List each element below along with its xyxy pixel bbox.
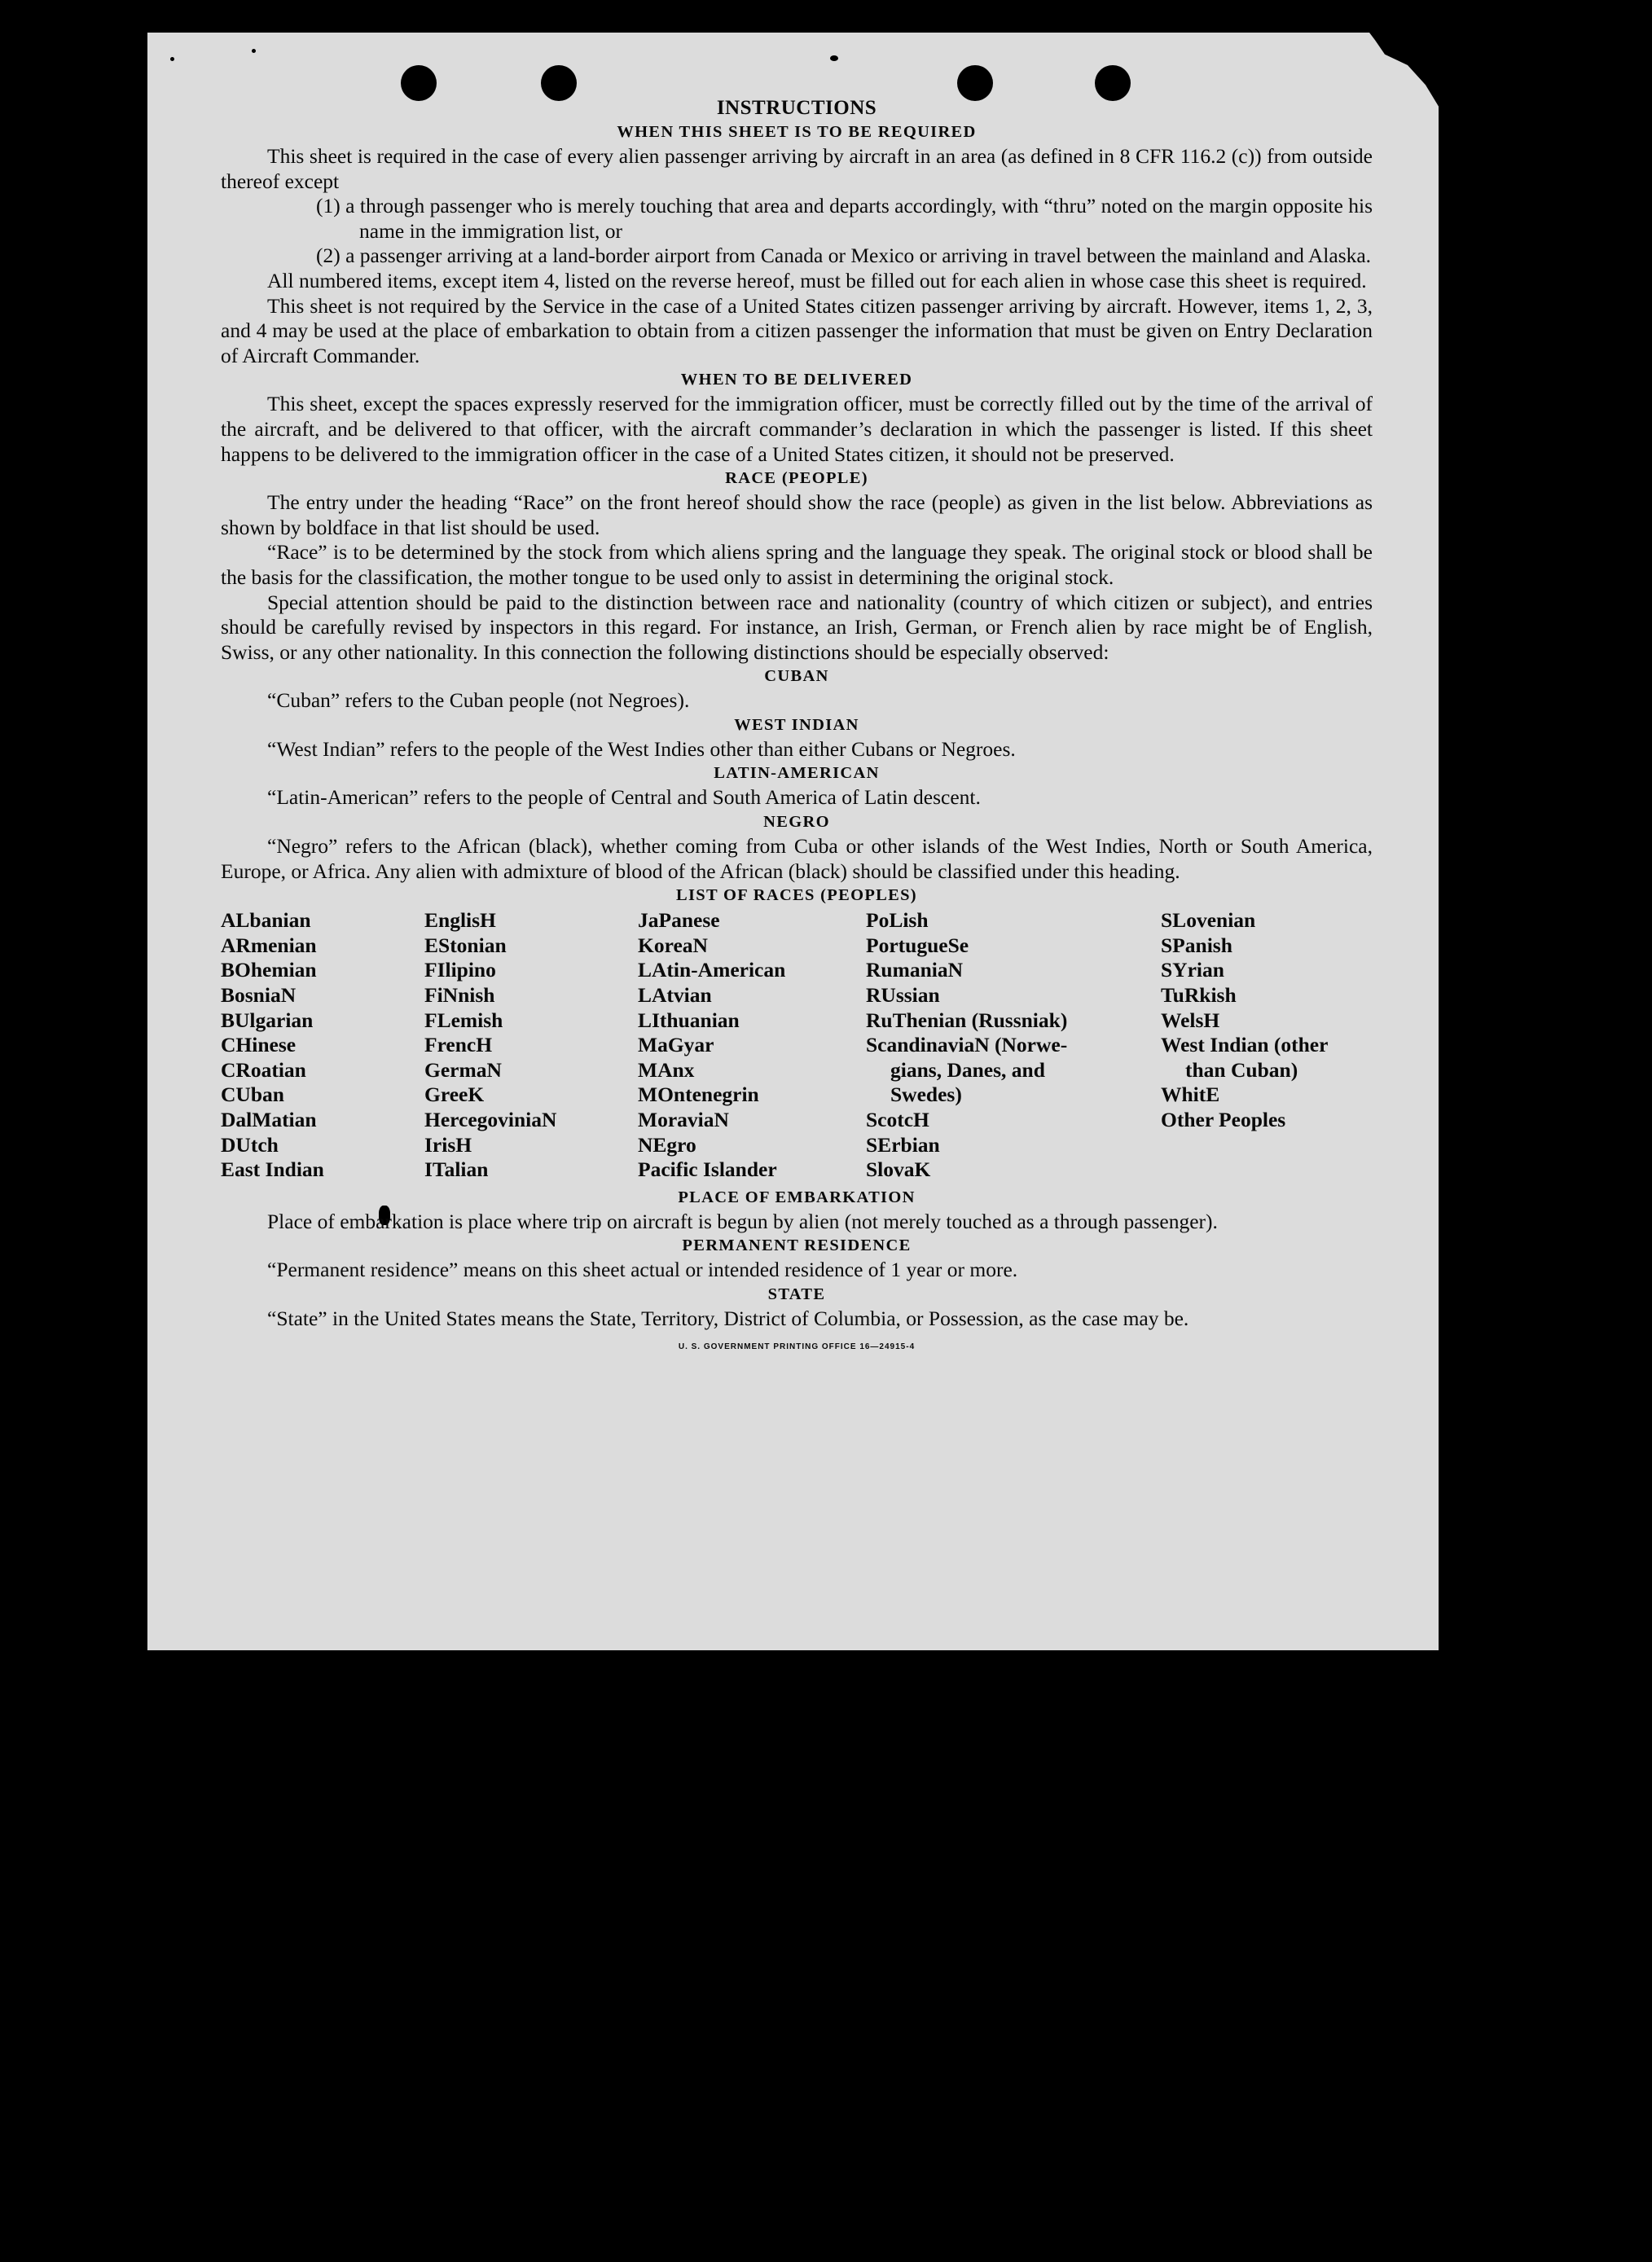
race-entry: Other Peoples [1161,1108,1286,1131]
race-entry: HercegoviniaN [424,1108,557,1131]
race-entry: FiNnish [424,983,495,1008]
heading-state: STATE [767,1285,826,1303]
west-indian-text: “West Indian” refers to the people of the West Indies other than either Cubans or Negroes. [267,736,1016,761]
race-entry: LAtin-American [638,958,786,982]
races-column-2 [424,908,638,1183]
cuban-text: “Cuban” refers to the Cuban people (not Negroes). [267,688,690,713]
when-required-intro: This sheet is required in the case of every alien passenger arriving by aircraft in an area (as defined in 8 CFR 116.2 (c)) from outside thereof except [221,144,1373,193]
race-entry: BOhemian [221,958,317,982]
heading-when-required: WHEN THIS SHEET IS TO BE REQUIRED [617,123,977,141]
race-entry: LIthuanian [638,1008,740,1032]
race-entry: FrencH [424,1033,493,1057]
speck [830,55,838,61]
printing-office-imprint: U. S. GOVERNMENT PRINTING OFFICE 16—24915-4 [678,1342,916,1351]
heading-negro: NEGRO [763,813,830,832]
race-entry: BosniaN [221,983,297,1008]
race-entry: RumaniaN [866,958,964,982]
race-entry: Pacific Islander [638,1157,777,1182]
race-paragraph-2: “Race” is to be determined by the stock from which aliens spring and the language they speak. The original stock or blood shall be the basis for the classification, the mother tongue to be used only to assist in determining the original stock. [221,540,1373,589]
race-entry: WelsH [1161,1008,1220,1032]
heading-race: RACE (PEOPLE) [725,469,868,488]
torn-corner [1367,29,1448,119]
race-entry: ITalian [424,1157,489,1182]
race-entry: LAtvian [638,983,712,1008]
race-paragraph-3: Special attention should be paid to the distinction between race and nationality (country of which citizen or subject), and entries should be carefully revised by inspectors in this regard. For instance, an Irish, German, or French alien by race might be of English, Swiss, or any other nationality. In this connection the following distinctions should be especially observed: [221,590,1373,664]
heading-cuban: CUBAN [764,667,829,686]
race-entry: gians, Danes, and [890,1057,1045,1082]
race-entry: TuRkish [1161,983,1237,1008]
race-entry: MoraviaN [638,1108,729,1131]
heading-residence: PERMANENT RESIDENCE [682,1236,912,1255]
race-entry: MaGyar [638,1033,714,1057]
race-entry: ARmenian [221,933,317,957]
race-entry: ALbanian [221,908,311,933]
race-entry: SYrian [1161,958,1224,982]
race-entry: SlovaK [866,1157,931,1182]
when-delivered-text: This sheet, except the spaces expressly reserved for the immigration officer, must be correctly filled out by the time of the arrival of the aircraft, and be delivered to that officer, with the aircraft commander’s declaration in which the passenger is listed. If this sheet happens to be delivered to the immigration officer in the case of a United States citizen, it should not be preserved. [221,392,1373,466]
race-entry: WhitE [1161,1083,1220,1107]
race-entry: DalMatian [221,1108,317,1131]
race-entry: GreeK [424,1083,485,1107]
races-column-5 [1161,908,1373,1183]
race-entry: GermaN [424,1057,502,1082]
exception-item-1: (1) a through passenger who is merely touching that area and departs accordingly, with “thru” noted on the margin opposite his name in the immigration list, or [316,194,1373,243]
latin-american-text: “Latin-American” refers to the people of Central and South America of Latin descent. [267,785,981,810]
race-entry: RUssian [866,983,940,1008]
speck [170,57,174,61]
race-entry: MOntenegrin [638,1083,759,1107]
race-entry: PoLish [866,908,929,933]
heading-west-indian: WEST INDIAN [734,715,859,734]
race-entry: FLemish [424,1008,503,1032]
race-entry: CHinese [221,1033,297,1057]
race-entry: IrisH [424,1132,472,1157]
race-paragraph-1: The entry under the heading “Race” on the front hereof should show the race (people) as given in the list below. Abbreviations as shown by boldface in that list should be used. [221,490,1373,539]
races-column-3 [638,908,866,1183]
heading-list-of-races: LIST OF RACES (PEOPLES) [676,886,917,905]
form-page [147,33,1439,1650]
races-list [221,908,1373,1183]
race-entry: Swedes) [890,1083,962,1107]
race-entry: CRoatian [221,1057,306,1082]
race-entry: DUtch [221,1132,279,1157]
races-column-1 [221,908,424,1183]
race-entry: EnglisH [424,908,496,933]
race-entry: ScandinaviaN (Norwe- [866,1033,1068,1057]
citizen-note: This sheet is not required by the Service in the case of a United States citizen passenger arriving by aircraft. However, items 1, 2, 3, and 4 may be used at the place of embarkation to obtain from a citizen passenger the information that must be given on Entry Declaration of Aircraft Commander. [221,293,1373,367]
state-text: “State” in the United States means the State, Territory, District of Columbia, or Possession, as the case may be. [267,1306,1189,1330]
races-column-4 [866,908,1161,1183]
race-entry: SLovenian [1161,908,1256,933]
race-entry: ScotcH [866,1108,929,1131]
exception-item-2: (2) a passenger arriving at a land-border airport from Canada or Mexico or arriving in travel between the mainland and Alaska. [316,244,1372,268]
race-entry: BUlgarian [221,1008,314,1032]
race-entry: FIlipino [424,958,496,982]
race-entry: NEgro [638,1132,696,1157]
numbered-items-note: All numbered items, except item 4, listed on the reverse hereof, must be filled out for each alien in whose case this sheet is required. [267,268,1367,292]
heading-embarkation: PLACE OF EMBARKATION [678,1188,916,1206]
race-entry: MAnx [638,1057,695,1082]
race-entry: KoreaN [638,933,708,957]
race-entry: SPanish [1161,933,1232,957]
heading-when-delivered: WHEN TO BE DELIVERED [680,371,913,389]
negro-text: “Negro” refers to the African (black), whether coming from Cuba or other islands of the West Indies, North or South America, Europe, or Africa. Any alien with admixture of blood of the African (black) should be classified under this heading. [221,834,1373,883]
race-entry: West Indian (other [1161,1033,1329,1057]
race-entry: RuThenian (Russniak) [866,1008,1068,1032]
race-entry: EStonian [424,933,507,957]
race-entry: CUban [221,1083,284,1107]
instructions-content [221,96,1373,1359]
embarkation-text: Place of embarkation is place where trip on aircraft is begun by alien (not merely touched as a through passenger). [267,1209,1218,1233]
race-entry: JaPanese [638,908,720,933]
race-entry: East Indian [221,1157,324,1182]
residence-text: “Permanent residence” means on this sheet actual or intended residence of 1 year or more. [267,1258,1018,1282]
race-entry: SErbian [866,1132,940,1157]
race-entry: PortugueSe [866,933,969,957]
page-title: INSTRUCTIONS [716,97,877,119]
heading-latin-american: LATIN-AMERICAN [714,764,880,783]
speck [252,49,256,53]
race-entry: than Cuban) [1185,1057,1298,1082]
